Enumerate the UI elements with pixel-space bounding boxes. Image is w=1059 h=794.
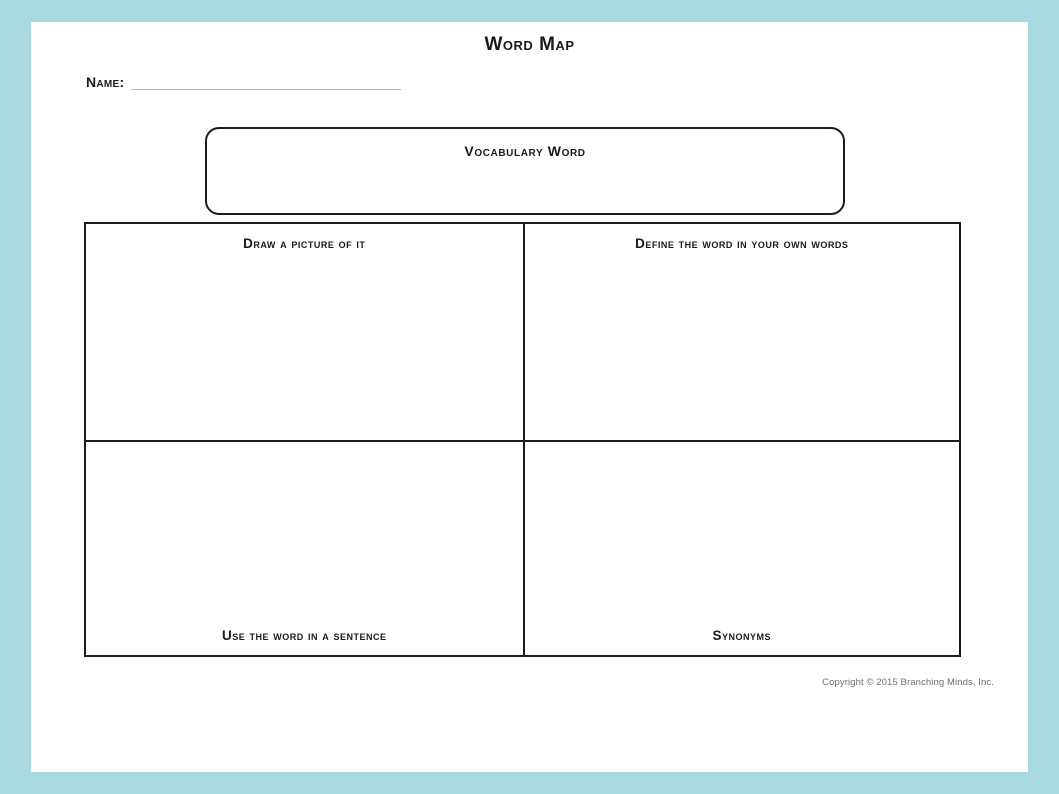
name-input[interactable] xyxy=(131,76,401,90)
copyright-notice: Copyright © 2015 Branching Minds, Inc. xyxy=(822,677,994,688)
quadrant-define-word-input[interactable] xyxy=(525,258,960,406)
worksheet-page xyxy=(31,22,1028,772)
quadrant-define-word-label: Define the word in your own words xyxy=(635,236,849,251)
name-label: Name: xyxy=(86,74,125,90)
quadrant-synonyms-label: Synonyms xyxy=(712,628,771,643)
quadrant-define-word[interactable] xyxy=(523,224,960,440)
page-title: Word Map xyxy=(484,34,575,55)
vocabulary-word-box[interactable] xyxy=(205,127,845,215)
quadrant-use-in-sentence[interactable] xyxy=(86,440,523,656)
quadrant-use-in-sentence-label: Use the word in a sentence xyxy=(221,628,387,643)
quadrant-draw-picture-input[interactable] xyxy=(86,258,523,406)
worksheet-sheet xyxy=(31,22,1028,772)
word-map-grid xyxy=(84,222,961,657)
vocabulary-word-input[interactable] xyxy=(207,163,843,179)
name-field-row xyxy=(86,74,401,90)
quadrant-draw-picture[interactable] xyxy=(86,224,523,440)
quadrant-synonyms[interactable] xyxy=(523,440,960,656)
quadrant-synonyms-input[interactable] xyxy=(525,476,960,622)
quadrant-draw-picture-label: Draw a picture of it xyxy=(243,236,366,251)
quadrant-use-in-sentence-input[interactable] xyxy=(86,476,523,622)
vocabulary-word-label: Vocabulary Word xyxy=(464,143,586,159)
